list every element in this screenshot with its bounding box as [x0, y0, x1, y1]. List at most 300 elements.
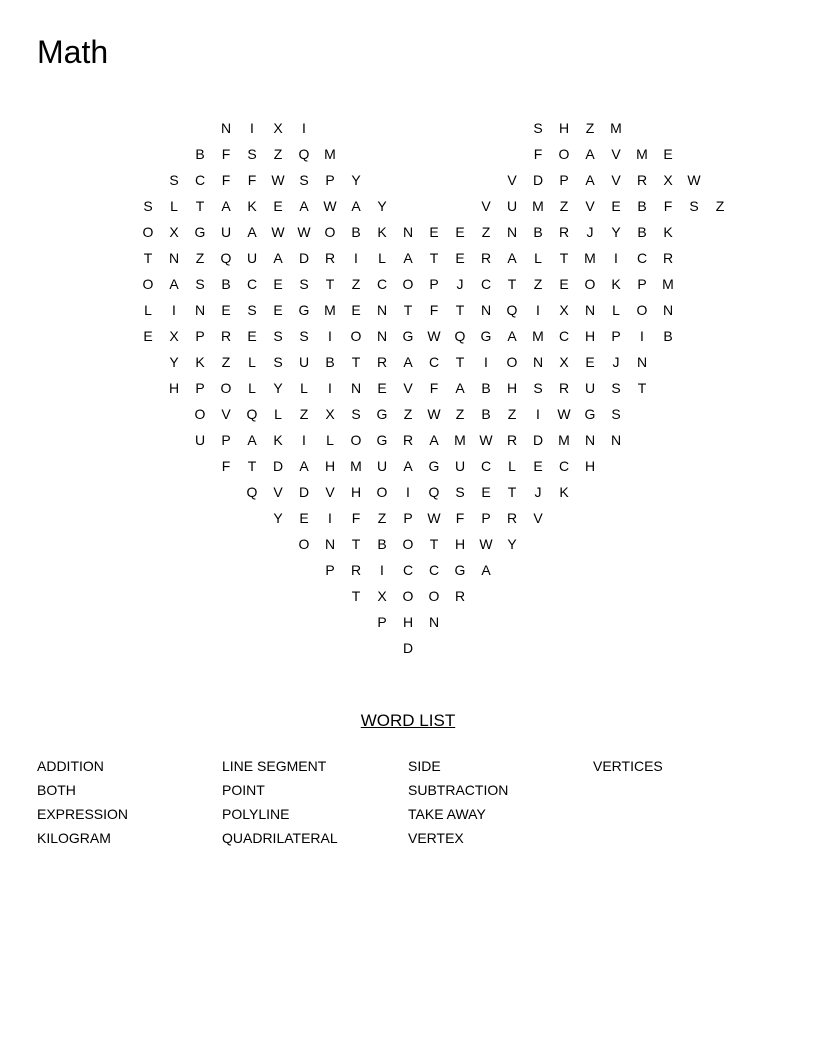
grid-letter: E — [273, 276, 283, 292]
grid-letter: O — [324, 224, 336, 240]
grid-letter: S — [247, 302, 257, 318]
grid-letter: R — [506, 432, 518, 448]
grid-letter: O — [142, 276, 154, 292]
grid-letter: B — [663, 328, 673, 344]
grid-letter: O — [584, 276, 596, 292]
grid-letter: R — [480, 250, 492, 266]
grid-letter: A — [247, 224, 257, 240]
grid-letter: F — [221, 172, 231, 188]
word-list-item: POLYLINE — [222, 806, 290, 822]
grid-letter: T — [429, 536, 439, 552]
grid-letter: F — [221, 458, 231, 474]
grid-letter: Y — [273, 380, 283, 396]
grid-letter: V — [481, 198, 491, 214]
grid-letter: Y — [611, 224, 621, 240]
grid-letter: M — [532, 328, 544, 344]
grid-letter: J — [456, 276, 464, 292]
grid-letter: G — [376, 432, 388, 448]
grid-letter: Z — [455, 406, 465, 422]
grid-letter: G — [194, 224, 206, 240]
grid-letter: N — [662, 302, 674, 318]
grid-letter: C — [428, 562, 440, 578]
grid-letter: K — [247, 198, 257, 214]
grid-letter: A — [221, 198, 231, 214]
word-list-item: SIDE — [408, 758, 441, 774]
grid-letter: R — [324, 250, 336, 266]
grid-letter: H — [506, 380, 518, 396]
grid-letter: V — [221, 406, 231, 422]
grid-letter: K — [273, 432, 283, 448]
grid-letter: N — [584, 302, 596, 318]
grid-letter: A — [455, 380, 465, 396]
grid-letter: B — [481, 406, 491, 422]
grid-letter: X — [559, 302, 569, 318]
grid-letter: Y — [507, 536, 517, 552]
grid-letter: T — [143, 250, 153, 266]
grid-letter: O — [298, 536, 310, 552]
grid-letter: U — [454, 458, 466, 474]
grid-letter: I — [302, 432, 306, 448]
grid-letter: L — [612, 302, 620, 318]
grid-letter: T — [455, 354, 465, 370]
grid-letter: D — [272, 458, 284, 474]
grid-letter: X — [663, 172, 673, 188]
grid-letter: A — [585, 172, 595, 188]
grid-letter: P — [195, 328, 205, 344]
grid-letter: E — [585, 354, 595, 370]
word-list-item: LINE SEGMENT — [222, 758, 327, 774]
grid-letter: F — [429, 380, 439, 396]
grid-letter: I — [484, 354, 488, 370]
grid-letter: E — [533, 458, 543, 474]
word-list-item: VERTEX — [408, 830, 464, 846]
word-list-item: ADDITION — [37, 758, 104, 774]
grid-letter: O — [376, 484, 388, 500]
grid-letter: X — [169, 224, 179, 240]
grid-letter: T — [637, 380, 647, 396]
grid-letter: H — [584, 458, 596, 474]
grid-letter: U — [584, 380, 596, 396]
grid-letter: L — [300, 380, 308, 396]
grid-letter: H — [324, 458, 336, 474]
grid-letter: R — [350, 562, 362, 578]
grid-letter: A — [403, 458, 413, 474]
grid-letter: L — [144, 302, 152, 318]
grid-letter: M — [324, 146, 336, 162]
grid-letter: B — [481, 380, 491, 396]
grid-letter: O — [402, 276, 414, 292]
grid-letter: P — [481, 510, 491, 526]
grid-letter: S — [143, 198, 153, 214]
word-list-item: VERTICES — [593, 758, 663, 774]
grid-letter: L — [378, 250, 386, 266]
grid-letter: C — [402, 562, 414, 578]
grid-letter: T — [429, 250, 439, 266]
grid-letter: M — [324, 302, 336, 318]
grid-letter: S — [299, 172, 309, 188]
grid-letter: Q — [454, 328, 466, 344]
grid-letter: P — [559, 172, 569, 188]
grid-letter: P — [611, 328, 621, 344]
grid-letter: A — [507, 328, 517, 344]
grid-letter: S — [273, 354, 283, 370]
grid-letter: M — [532, 198, 544, 214]
grid-letter: O — [506, 354, 518, 370]
grid-letter: S — [351, 406, 361, 422]
grid-letter: H — [168, 380, 180, 396]
grid-letter: F — [429, 302, 439, 318]
grid-letter: B — [377, 536, 387, 552]
grid-letter: X — [377, 588, 387, 604]
word-list-item: BOTH — [37, 782, 76, 798]
grid-letter: U — [376, 458, 388, 474]
grid-letter: D — [402, 640, 414, 656]
grid-letter: A — [507, 250, 517, 266]
grid-letter: Q — [428, 484, 440, 500]
grid-letter: N — [220, 120, 232, 136]
grid-letter: I — [328, 510, 332, 526]
grid-letter: T — [247, 458, 257, 474]
grid-letter: B — [637, 224, 647, 240]
grid-letter: I — [172, 302, 176, 318]
grid-letter: N — [636, 354, 648, 370]
grid-letter: Z — [273, 146, 283, 162]
grid-letter: I — [614, 250, 618, 266]
grid-letter: E — [481, 484, 491, 500]
word-list-item: POINT — [222, 782, 265, 798]
grid-letter: A — [403, 250, 413, 266]
grid-letter: Z — [299, 406, 309, 422]
grid-letter: T — [403, 302, 413, 318]
word-list-item: QUADRILATERAL — [222, 830, 338, 846]
grid-letter: T — [559, 250, 569, 266]
grid-letter: G — [298, 302, 310, 318]
grid-letter: N — [480, 302, 492, 318]
grid-letter: O — [350, 328, 362, 344]
grid-letter: B — [195, 146, 205, 162]
grid-letter: Y — [169, 354, 179, 370]
grid-letter: A — [299, 198, 309, 214]
grid-letter: V — [611, 172, 621, 188]
grid-letter: V — [585, 198, 595, 214]
grid-letter: E — [351, 302, 361, 318]
grid-letter: L — [534, 250, 542, 266]
grid-letter: F — [247, 172, 257, 188]
grid-letter: F — [455, 510, 465, 526]
grid-letter: X — [559, 354, 569, 370]
grid-letter: M — [636, 146, 648, 162]
grid-letter: N — [506, 224, 518, 240]
grid-letter: Q — [246, 406, 258, 422]
grid-letter: W — [479, 432, 493, 448]
grid-letter: W — [297, 224, 311, 240]
grid-letter: J — [534, 484, 542, 500]
grid-letter: N — [350, 380, 362, 396]
grid-letter: E — [377, 380, 387, 396]
grid-letter: A — [585, 146, 595, 162]
grid-letter: N — [324, 536, 336, 552]
grid-letter: E — [221, 302, 231, 318]
grid-letter: P — [403, 510, 413, 526]
grid-letter: X — [273, 120, 283, 136]
grid-letter: E — [143, 328, 153, 344]
grid-letter: K — [195, 354, 205, 370]
grid-letter: A — [169, 276, 179, 292]
grid-letter: Z — [377, 510, 387, 526]
grid-letter: X — [169, 328, 179, 344]
grid-letter: Q — [298, 146, 310, 162]
grid-letter: D — [298, 250, 310, 266]
page-title: Math — [37, 34, 109, 70]
word-list-item: KILOGRAM — [37, 830, 111, 846]
grid-letter: V — [507, 172, 517, 188]
word-list-heading: WORD LIST — [360, 711, 456, 730]
grid-letter: A — [403, 354, 413, 370]
grid-letter: S — [533, 380, 543, 396]
grid-letter: P — [195, 380, 205, 396]
word-list-item: TAKE AWAY — [408, 806, 486, 822]
grid-letter: C — [428, 354, 440, 370]
grid-letter: G — [480, 328, 492, 344]
grid-letter: O — [350, 432, 362, 448]
grid-letter: L — [326, 432, 334, 448]
grid-letter: X — [325, 406, 335, 422]
grid-letter: N — [584, 432, 596, 448]
grid-letter: N — [194, 302, 206, 318]
grid-letter: S — [611, 406, 621, 422]
grid-letter: B — [533, 224, 543, 240]
grid-letter: E — [611, 198, 621, 214]
grid-letter: D — [298, 484, 310, 500]
grid-letter: T — [351, 354, 361, 370]
grid-letter: K — [663, 224, 673, 240]
grid-letter: V — [611, 146, 621, 162]
grid-letter: A — [481, 562, 491, 578]
grid-letter: Q — [506, 302, 518, 318]
grid-letter: O — [402, 588, 414, 604]
grid-letter: Y — [377, 198, 387, 214]
grid-letter: S — [689, 198, 699, 214]
grid-letter: I — [328, 328, 332, 344]
grid-letter: W — [427, 406, 441, 422]
grid-letter: N — [428, 614, 440, 630]
grid-letter: M — [584, 250, 596, 266]
grid-letter: H — [454, 536, 466, 552]
grid-letter: O — [402, 536, 414, 552]
grid-letter: H — [558, 120, 570, 136]
grid-letter: W — [323, 198, 337, 214]
grid-letter: O — [220, 380, 232, 396]
grid-letter: L — [248, 354, 256, 370]
grid-letter: L — [248, 380, 256, 396]
grid-letter: Z — [507, 406, 517, 422]
grid-letter: O — [194, 406, 206, 422]
grid-letter: W — [687, 172, 701, 188]
grid-letter: T — [195, 198, 205, 214]
grid-letter: V — [403, 380, 413, 396]
grid-letter: O — [636, 302, 648, 318]
grid-letter: I — [354, 250, 358, 266]
grid-letter: E — [455, 224, 465, 240]
grid-letter: F — [221, 146, 231, 162]
grid-letter: M — [454, 432, 466, 448]
grid-letter: H — [584, 328, 596, 344]
grid-letter: S — [455, 484, 465, 500]
grid-letter: Q — [220, 250, 232, 266]
grid-letter: K — [611, 276, 621, 292]
grid-letter: S — [247, 146, 257, 162]
grid-letter: R — [506, 510, 518, 526]
grid-letter: T — [351, 588, 361, 604]
grid-letter: S — [169, 172, 179, 188]
grid-letter: N — [168, 250, 180, 266]
grid-letter: T — [455, 302, 465, 318]
grid-letter: V — [325, 484, 335, 500]
grid-letter: I — [406, 484, 410, 500]
grid-letter: F — [663, 198, 673, 214]
grid-letter: D — [532, 432, 544, 448]
grid-letter: A — [429, 432, 439, 448]
grid-letter: R — [558, 380, 570, 396]
grid-letter: L — [508, 458, 516, 474]
grid-letter: P — [221, 432, 231, 448]
grid-letter: E — [455, 250, 465, 266]
grid-letter: G — [402, 328, 414, 344]
grid-letter: W — [271, 224, 285, 240]
grid-letter: W — [557, 406, 571, 422]
grid-letter: H — [350, 484, 362, 500]
grid-letter: Q — [246, 484, 258, 500]
grid-letter: M — [558, 432, 570, 448]
grid-letter: U — [298, 354, 310, 370]
grid-letter: P — [325, 562, 335, 578]
grid-letter: N — [532, 354, 544, 370]
grid-letter: A — [273, 250, 283, 266]
grid-letter: C — [558, 328, 570, 344]
grid-letter: Z — [715, 198, 725, 214]
grid-letter: N — [610, 432, 622, 448]
grid-letter: A — [299, 458, 309, 474]
word-list-item: SUBTRACTION — [408, 782, 509, 798]
grid-letter: Z — [559, 198, 569, 214]
grid-letter: F — [533, 146, 543, 162]
grid-letter: Z — [481, 224, 491, 240]
grid-letter: N — [376, 302, 388, 318]
grid-letter: O — [428, 588, 440, 604]
grid-letter: Z — [195, 250, 205, 266]
grid-letter: P — [429, 276, 439, 292]
grid-letter: R — [220, 328, 232, 344]
grid-letter: J — [612, 354, 620, 370]
grid-letter: C — [636, 250, 648, 266]
grid-letter: R — [662, 250, 674, 266]
grid-letter: H — [402, 614, 414, 630]
grid-letter: E — [299, 510, 309, 526]
grid-letter: P — [637, 276, 647, 292]
grid-letter: N — [376, 328, 388, 344]
grid-letter: V — [273, 484, 283, 500]
grid-letter: J — [586, 224, 594, 240]
grid-letter: G — [454, 562, 466, 578]
grid-letter: T — [507, 276, 517, 292]
grid-letter: L — [274, 406, 282, 422]
grid-letter: C — [480, 458, 492, 474]
grid-letter: C — [480, 276, 492, 292]
grid-letter: E — [273, 198, 283, 214]
grid-letter: R — [402, 432, 414, 448]
grid-letter: D — [532, 172, 544, 188]
grid-letter: A — [351, 198, 361, 214]
grid-letter: B — [637, 198, 647, 214]
grid-letter: G — [584, 406, 596, 422]
grid-letter: A — [247, 432, 257, 448]
grid-letter: C — [376, 276, 388, 292]
grid-letter: L — [170, 198, 178, 214]
grid-letter: I — [380, 562, 384, 578]
grid-letter: F — [351, 510, 361, 526]
grid-letter: W — [427, 328, 441, 344]
grid-letter: B — [221, 276, 231, 292]
grid-letter: Z — [585, 120, 595, 136]
grid-letter: I — [328, 380, 332, 396]
grid-letter: C — [246, 276, 258, 292]
grid-letter: O — [558, 146, 570, 162]
grid-letter: C — [194, 172, 206, 188]
word-list-item: EXPRESSION — [37, 806, 129, 822]
grid-letter: K — [377, 224, 387, 240]
grid-letter: S — [533, 120, 543, 136]
grid-letter: W — [479, 536, 493, 552]
grid-letter: R — [454, 588, 466, 604]
grid-letter: B — [351, 224, 361, 240]
grid-letter: T — [325, 276, 335, 292]
grid-letter: S — [299, 276, 309, 292]
grid-letter: R — [636, 172, 648, 188]
grid-letter: E — [273, 302, 283, 318]
grid-letter: M — [610, 120, 622, 136]
grid-letter: O — [142, 224, 154, 240]
grid-letter: W — [271, 172, 285, 188]
grid-letter: K — [559, 484, 569, 500]
grid-letter: R — [376, 354, 388, 370]
grid-letter: T — [507, 484, 517, 500]
grid-letter: C — [558, 458, 570, 474]
grid-letter: E — [559, 276, 569, 292]
grid-letter: E — [663, 146, 673, 162]
grid-letter: Z — [351, 276, 361, 292]
grid-letter: I — [250, 120, 254, 136]
grid-letter: S — [273, 328, 283, 344]
grid-letter: I — [536, 302, 540, 318]
grid-letter: E — [247, 328, 257, 344]
grid-letter: P — [377, 614, 387, 630]
grid-letter: G — [376, 406, 388, 422]
grid-letter: U — [506, 198, 518, 214]
grid-letter: B — [325, 354, 335, 370]
grid-letter: S — [195, 276, 205, 292]
grid-letter: U — [220, 224, 232, 240]
grid-letter: M — [350, 458, 362, 474]
grid-letter: U — [194, 432, 206, 448]
grid-letter: V — [533, 510, 543, 526]
grid-letter: G — [428, 458, 440, 474]
grid-letter: Y — [351, 172, 361, 188]
grid-letter: Z — [533, 276, 543, 292]
grid-letter: N — [402, 224, 414, 240]
grid-letter: Z — [221, 354, 231, 370]
grid-letter: Y — [273, 510, 283, 526]
grid-letter: I — [536, 406, 540, 422]
